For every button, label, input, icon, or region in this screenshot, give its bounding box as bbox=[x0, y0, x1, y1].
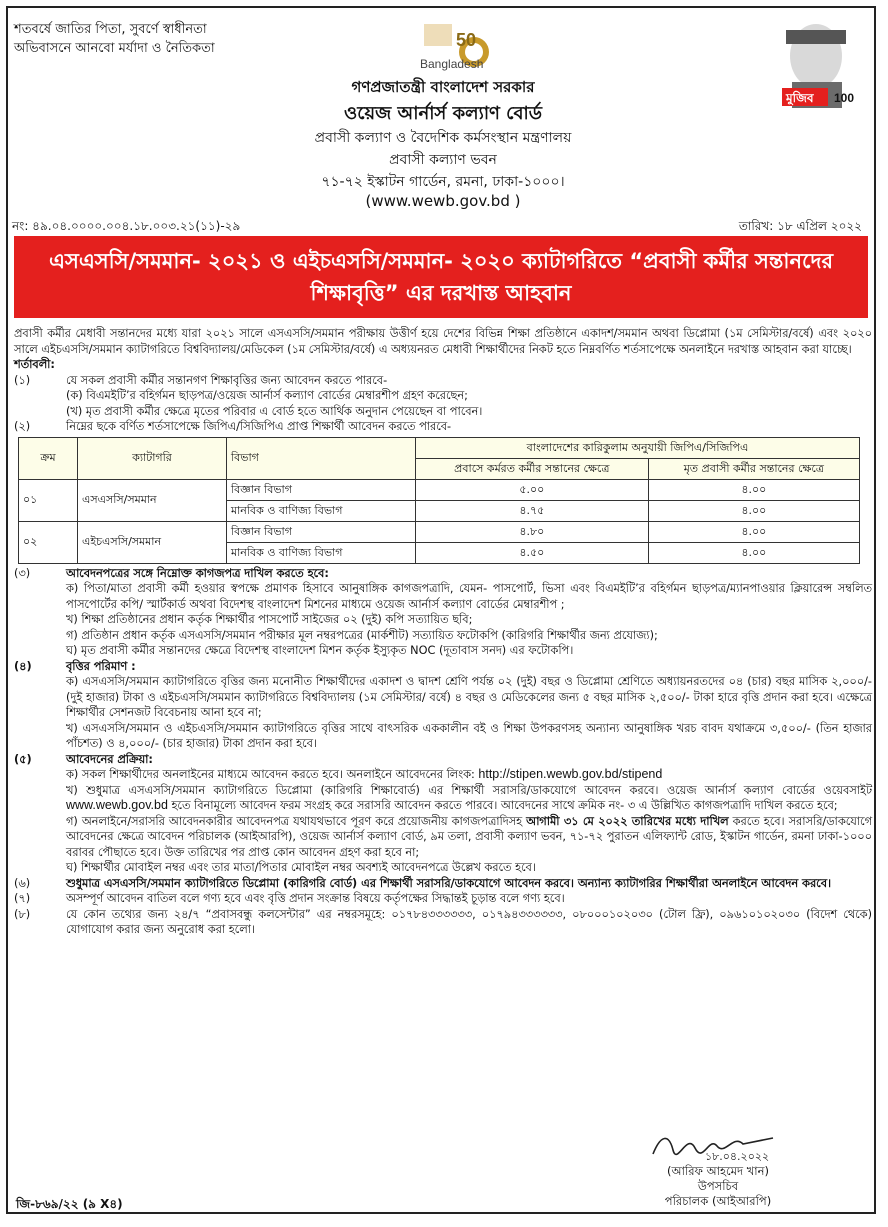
cell-dept: বিজ্ঞান বিভাগ bbox=[227, 521, 416, 542]
condition-4-a: ক) এসএসসি/সমমান ক্যাটাগরিতে বৃত্তির জন্য মনোনীত শিক্ষার্থীদের একাদশ ও দ্বাদশ শ্রেণি পর্যন্ত ০২ (দুই) বছর ও ডিপ্লোমা শ্রেণিতে অধ্যায়নরতদের ০৪ (চার) বছর মাসিক ২,০০০/-(দুই হাজার) টাকা ও এইচএসসি/সমমান ক্যাটাগরিতে বিশ্ববিদ্যালয় (১ম সেমিস্টার/ বর্ষে) ৪ বছর ও মেডিকেলের জন্য ৫ বছর মাসিক ২,৫০০/- টাকা হারে বৃত্তি প্রদান করা হবে। এক্ষেত্রে শিক্ষার্থীর সেশনজট বিবেচনায় আনা হবে না; bbox=[66, 675, 872, 719]
conditions-title: শর্তাবলী: bbox=[14, 358, 55, 371]
condition-7 bbox=[14, 891, 872, 907]
condition-6 bbox=[14, 876, 872, 892]
notice-page bbox=[6, 6, 876, 1214]
condition-number: (২) bbox=[14, 420, 31, 433]
condition-5-c bbox=[14, 814, 872, 861]
memo-number: নং: ৪৯.০৪.০০০০.০০৪.১৮.০০৩.২১(১১)-২৯ bbox=[12, 219, 241, 233]
condition-4 bbox=[14, 659, 872, 675]
condition-5-c-post: করতে হবে। সরাসরি/ডাকযোগে আবেদনের ক্ষেত্রে আবেদন পরিচালক (আইআরপি), ওয়েজ আর্নার্স কল্যাণ বোর্ড, ৯ম তলা, প্রবাসী কল্যাণ ভবন, ৭১-৭২ পুরাতন এলিফ্যান্ট রোড, ইস্কাটন গার্ডেন, রমনা ঢাকা-১০০০ বরাবর পৌছাতে হবে। উক্ত তারিখের পর প্রাপ্ত কোন আবেদন গ্রহণ করা হবে না; bbox=[66, 814, 873, 859]
cell-deceased: ৪.০০ bbox=[648, 521, 859, 542]
condition-text: যে কোন তথ্যের জন্য ২৪/৭ “প্রবাসবন্ধু কলসেন্টার” এর নম্বরসমূহে: ০১৭৮৪৩৩৩৩৩৩, ০১৭৯৪৩৩৩৩৩৩, ০৮০০০১০২০৩০ (টোল ফ্রি), ০৯৬১০১০২০৩০ (বিদেশ থেকে) যোগাযোগ করার জন্য অনুরোধ করা হলো। bbox=[66, 907, 872, 936]
condition-5-d: ঘ) শিক্ষার্থীর মোবাইল নম্বর এবং তার মাতা/পিতার মোবাইল নম্বর অবশ্যই আবেদনপত্রে উল্লেখ করতে হবে। bbox=[66, 861, 536, 874]
condition-title: আবেদনের প্রক্রিয়া: bbox=[66, 752, 153, 766]
cell-working: ৪.৫০ bbox=[416, 542, 649, 563]
ministry-title: প্রবাসী কল্যাণ ও বৈদেশিক কর্মসংস্থান মন্ত্রণালয় bbox=[314, 130, 572, 146]
th-category: ক্যাটাগরি bbox=[78, 437, 227, 479]
condition-8 bbox=[14, 907, 872, 938]
address: ৭১-৭২ ইস্কাটন গার্ডেন, রমনা, ঢাকা-১০০০। bbox=[321, 174, 565, 190]
notice-date: তারিখ: ১৮ এপ্রিল ২০২২ bbox=[738, 219, 862, 233]
cell-category: এইচএসসি/সমমান bbox=[78, 521, 227, 563]
condition-3-c: গ) প্রতিষ্ঠান প্রধান কর্তৃক এসএসসি/সমমান পরীক্ষার মূল নম্বরপত্রের (মার্কশীট) সত্যায়িত ফটোকপি (কারিগরি শিক্ষার্থীর জন্য প্রযোজ্য); bbox=[66, 628, 658, 642]
th-gpa: বাংলাদেশের কারিকুলাম অনুযায়ী জিপিএ/সিজিপিএ bbox=[416, 437, 860, 458]
condition-number: (৮) bbox=[14, 907, 31, 921]
govt-title: গণপ্রজাতন্ত্রী বাংলাদেশ সরকার bbox=[351, 78, 535, 96]
condition-5-b-pre: খ) শুধুমাত্র এসএসসি/সমমান ক্যাটাগরিতে ডিপ্লোমা (কারিগরি শিক্ষাবোর্ড) এর শিক্ষার্থী সরাসরি/ডাকযোগে আবেদন করবে। ওয়েজ আর্নার্স কল্যাণ বোর্ডের ওয়েবসাইট bbox=[66, 783, 872, 797]
condition-number: (৫) bbox=[14, 752, 32, 766]
cell-working: ৪.৭৫ bbox=[416, 500, 649, 521]
signer-name: (আরিফ আহমেদ খান) bbox=[667, 1164, 769, 1178]
cell-working: ৪.৮০ bbox=[416, 521, 649, 542]
condition-text: শুধুমাত্র এসএসসি/সমমান ক্যাটাগরিতে ডিপ্লোমা (কারিগরি বোর্ড) এর শিক্ষার্থী সরাসরি/ডাকযোগে আবেদন করবে। অন্যান্য ক্যাটাগরির শিক্ষার্থীরা অনলাইনে আবেদন করবে। bbox=[66, 876, 832, 890]
condition-title: বৃত্তির পরিমাণ : bbox=[66, 659, 136, 673]
intro-paragraph: প্রবাসী কর্মীর মেধাবী সন্তানদের মধ্যে যারা ২০২১ সালে এসএসসি/সমমান পরীক্ষায় উত্তীর্ণ হয়ে দেশের বিভিন্ন শিক্ষা প্রতিষ্ঠানে একাদশ/সমমান অথবা ডিপ্লোমা (১ম সেমিস্টার/বর্ষে) এবং ২০২০ সালে এইচএসসি/সমমান ক্যাটাগরিতে বিশ্ববিদ্যালয়/মেডিকেল (১ম সেমিস্টার/বর্ষে) এ অধ্যয়নরত মেধাবী শিক্ষার্থীদের নিকট হতে নিম্নবর্ণিত শর্তসাপেক্ষে অনলাইনে দরখাস্ত আহবান করা যাচ্ছে। bbox=[14, 327, 872, 356]
stipend-link[interactable]: http://stipen.wewb.gov.bd/stipend bbox=[478, 767, 663, 781]
condition-4-b: খ) এসএসসি/সমমান ও এইচএসসি/সমমান ক্যাটাগরিতে বৃত্তির সাথে বাৎসরিক এককালীন বই ও শিক্ষা উপকরণসহ অন্যান্য আনুষাঙ্গিক খরচ বাবদ যথাক্রমে ৩,৫০০/- (তিন হাজার পাঁচশত) ও ৪,০০০/- (চার হাজার) টাকা প্রদান করা হবে। bbox=[66, 721, 872, 750]
notice-body bbox=[14, 326, 872, 938]
th-deceased: মৃত প্রবাসী কর্মীর সন্তানের ক্ষেত্রে bbox=[648, 458, 859, 479]
condition-3-a: ক) পিতা/মাতা প্রবাসী কর্মী হওয়ার স্বপক্ষে প্রমাণক হিসাবে আনুষাঙ্গিক কাগজপত্রাদি, যেমন- পাসপোর্ট, ভিসা এবং বিএমইটি’র বহির্গমন ছাড়পত্র/ম্যানপাওয়ার ক্লিয়ারেন্স সম্বলিত পাসপোর্টের কপি/ স্মার্টকার্ড অথবা বিদেশস্থ বাংলাদেশ মিশনের মাধ্যমে ওয়েজ আর্নার্স কল্যাণ বোর্ডের মেম্বারশীপ ; bbox=[66, 582, 872, 611]
website-link-inline[interactable]: www.wewb.gov.bd bbox=[66, 798, 168, 812]
cell-dept: মানবিক ও বাণিজ্য বিভাগ bbox=[227, 542, 416, 563]
logo-number: 50 bbox=[456, 30, 477, 50]
signer-role: পরিচালক (আইআরপি) bbox=[664, 1194, 772, 1208]
condition-1-b: (খ) মৃত প্রবাসী কর্মীর ক্ষেত্রে মৃতের পরিবার এ বোর্ড হতে আর্থিক অনুদান পেয়েছেন বা পাবেন। bbox=[66, 404, 483, 418]
condition-5-c-pre: গ) অনলাইনে/সরাসরি আবেদনকারীর আবেদনপত্র যথাযথভাবে পূরণ করে প্রয়োজনীয় কাগজপত্রাদিসহ bbox=[66, 814, 523, 828]
table-row bbox=[19, 521, 860, 542]
cell-serial: ০১ bbox=[19, 479, 78, 521]
cell-working: ৫.০০ bbox=[416, 479, 649, 500]
th-dept: বিভাগ bbox=[227, 437, 416, 479]
condition-5-a bbox=[14, 767, 872, 783]
mujib-text: মুজিব bbox=[786, 91, 814, 105]
table-row bbox=[19, 479, 860, 500]
th-working: প্রবাসে কর্মরত কর্মীর সন্তানের ক্ষেত্রে bbox=[416, 458, 649, 479]
condition-2 bbox=[14, 419, 872, 435]
condition-text: অসম্পূর্ণ আবেদন বাতিল বলে গণ্য হবে এবং বৃত্তি প্রদান সংক্রান্ত বিষয়ে কর্তৃপক্ষের সিদ্ধান্তই চূড়ান্ত বলে গণ্য হবে। bbox=[66, 892, 565, 905]
condition-title: আবেদনপত্রের সঙ্গে নিম্নোক্ত কাগজপত্র দাখিল করতে হবে: bbox=[66, 566, 329, 580]
notice-banner bbox=[14, 236, 868, 318]
condition-number: (৬) bbox=[14, 876, 31, 890]
slogan-line-1: শতবর্ষে জাতির পিতা, সুবর্ণে স্বাধীনতা bbox=[14, 22, 207, 37]
cell-deceased: ৪.০০ bbox=[648, 542, 859, 563]
cell-serial: ০২ bbox=[19, 521, 78, 563]
condition-number: (৪) bbox=[14, 659, 32, 673]
condition-number: (১) bbox=[14, 373, 31, 387]
signature-block bbox=[608, 1128, 828, 1209]
signer-designation: উপসচিব bbox=[697, 1179, 739, 1193]
cell-deceased: ৪.০০ bbox=[648, 479, 859, 500]
slogan bbox=[14, 20, 215, 58]
condition-text: নিম্নের ছকে বর্ণিত শর্তসাপেক্ষে জিপিএ/সিজিপিএ প্রাপ্ত শিক্ষার্থী আবেদন করতে পারবে- bbox=[66, 420, 452, 433]
condition-1 bbox=[14, 373, 872, 389]
condition-5-b-post: হতে বিনামূল্যে আবেদন ফরম সংগ্রহ করে সরাসরি আবেদন করতে পারবে। আবেদনের সাথে ক্রমিক নং- ৩ এ উল্লিখিত কাগজপত্রাদি দাখিল করতে হবে; bbox=[171, 799, 838, 812]
footer-code: জি-৮৬৯/২২ (৯ X৪) bbox=[16, 1197, 123, 1211]
condition-3-d: ঘ) মৃত প্রবাসী কর্মীর সন্তানদের ক্ষেত্রে বিদেশস্থ বাংলাদেশ মিশন কর্তৃক ইস্যুকৃত NOC (দূতাবাস সনদ) এর ফটোকপি। bbox=[66, 644, 574, 657]
slogan-line-2: অভিবাসনে আনবো মর্যাদা ও নৈতিকতা bbox=[14, 41, 215, 56]
bangladesh-50-logo bbox=[376, 18, 496, 78]
condition-3 bbox=[14, 566, 872, 582]
condition-5-a-text: ক) সকল শিক্ষার্থীদের অনলাইনের মাধ্যমে আবেদন করতে হবে। অনলাইনে আবেদনের লিংক: bbox=[66, 768, 475, 781]
website-link[interactable]: (www.wewb.gov.bd ) bbox=[365, 192, 521, 210]
banner-text: এসএসসি/সমমান- ২০২১ ও এইচএসসি/সমমান- ২০২০ ক্যাটাগরিতে “প্রবাসী কর্মীর সন্তানদের শিক্ষাবৃত্তি” এর দরখাস্ত আহবান bbox=[48, 249, 834, 305]
condition-number: (৭) bbox=[14, 892, 31, 905]
board-title: ওয়েজ আর্নার্স কল্যাণ বোর্ড bbox=[344, 103, 542, 124]
th-serial: ক্রম bbox=[19, 437, 78, 479]
logo-caption: Bangladesh bbox=[420, 57, 484, 71]
cell-dept: মানবিক ও বাণিজ্য বিভাগ bbox=[227, 500, 416, 521]
cell-dept: বিজ্ঞান বিভাগ bbox=[227, 479, 416, 500]
condition-5 bbox=[14, 752, 872, 768]
bhaban-title: প্রবাসী কল্যাণ ভবন bbox=[389, 152, 497, 168]
mujib-number: 100 bbox=[834, 91, 855, 105]
cell-category: এসএসসি/সমমান bbox=[78, 479, 227, 521]
deadline-text: আগামী ৩১ মে ২০২২ তারিখের মধ্যে দাখিল bbox=[526, 814, 729, 828]
signature-date: ১৮.০৪.২০২২ bbox=[705, 1150, 770, 1162]
signature-mark bbox=[643, 1128, 793, 1162]
condition-text: যে সকল প্রবাসী কর্মীর সন্তানগণ শিক্ষাবৃত্তির জন্য আবেদন করতে পারবে- bbox=[66, 373, 388, 387]
condition-5-b bbox=[14, 783, 872, 814]
gpa-table bbox=[18, 437, 860, 564]
condition-number: (৩) bbox=[14, 566, 31, 580]
cell-deceased: ৪.০০ bbox=[648, 500, 859, 521]
condition-1-a: (ক) বিএমইটি’র বহির্গমন ছাড়পত্র/ওয়েজ আর্নার্স কল্যাণ বোর্ডের মেম্বারশীপ গ্রহণ করেছেন; bbox=[66, 389, 468, 402]
condition-3-b: খ) শিক্ষা প্রতিষ্ঠানের প্রধান কর্তৃক শিক্ষার্থীর পাসপোর্ট সাইজের ০২ (দুই) কপি সত্যায়িত ছবি; bbox=[66, 613, 473, 626]
